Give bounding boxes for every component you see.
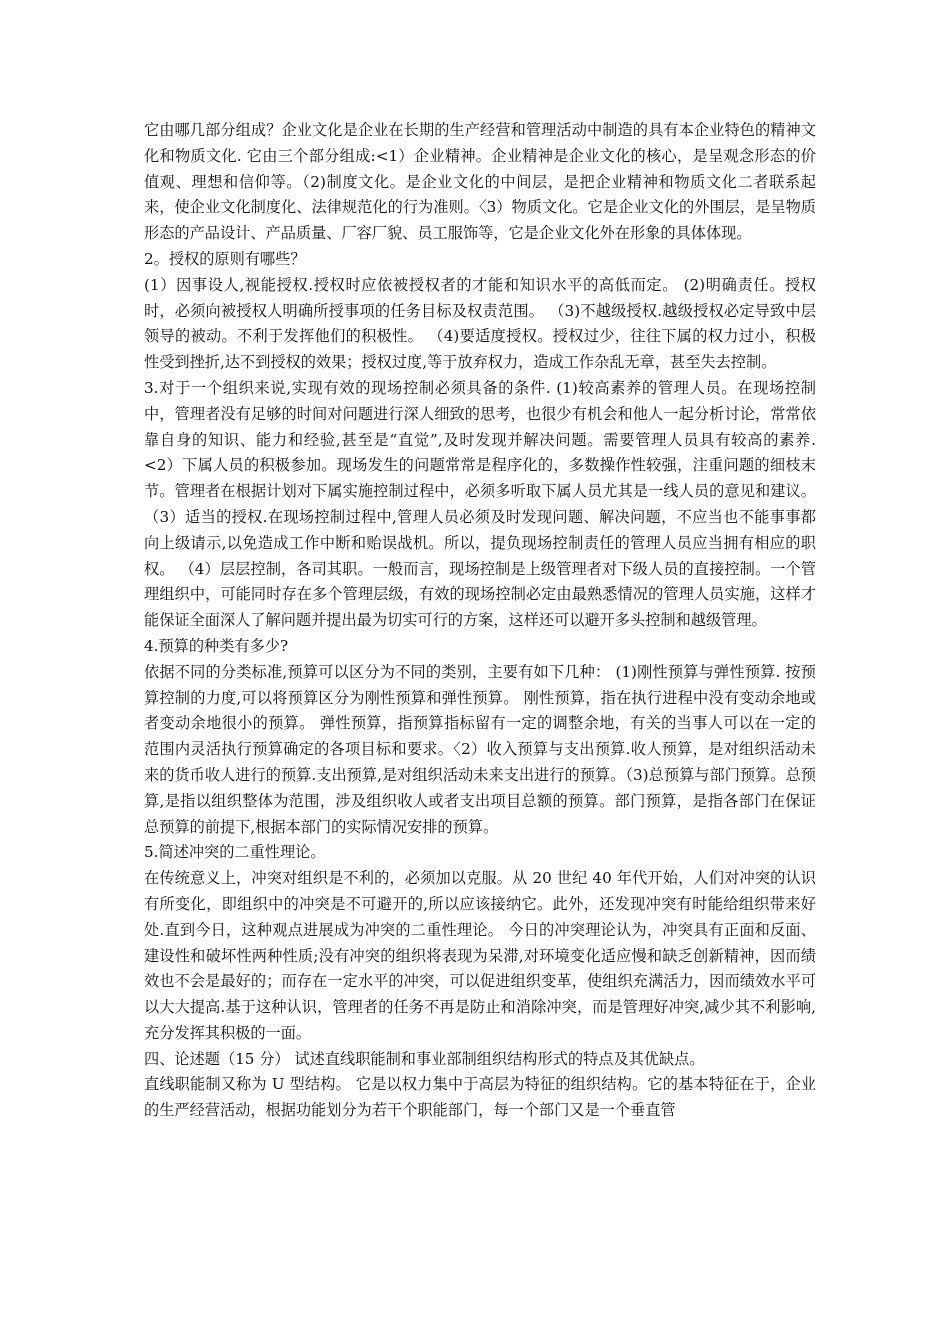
question-4-heading: 4.预算的种类有多少?: [144, 636, 289, 655]
question-2-heading: 2。授权的原则有哪些？: [144, 249, 306, 268]
paragraph-site-control-conditions: 3.对于一个组织来说,实现有效的现场控制必须具备的条件. (1)较高素养的管理人员。在现场控制中，管理者没有足够的时间对问题进行深人细致的思考，也很少有机会和他人一起分析讨论，常常依靠自身的知识、能力和经验,甚至是“直觉”,及时发现并解决问题。需要管理人员具有较高的素养. <2）下属人员的积极参加。现场发生的问题常常是程序化的，多数操作性较强，注重问题的细枝末节。管理者在根据计划对下属实施控制过程中，必须多听取下属人员尤其是一线人员的意见和建议。 （3）适当的授权.在现场控制过程中,管理人员必须及时发现问题、解决问题，不应当也不能事事都向上级请示,以免造成工作中断和贻误战机。所以，提负现场控制责任的管理人员应当拥有相应的职权。 （4）层层控制，各司其职。一般而言，现场控制是上级管理者对下级人员的直接控制。一个管理组织中，可能同时存在多个管理层级，有效的现场控制必定由最熟悉情况的管理人员实施，这样才能保证全面深人了解问题并提出最为切实可行的方案，这样还可以避开多头控制和越级管理。: [144, 378, 816, 630]
paragraph-delegation-principles: (1）因事设人,视能授权.授权时应依被授权者的才能和知识水平的高低而定。 (2)明确责任。授权时，必须向被授权人明确所授事项的任务目标及权责范围。 （3)不越级授权.越级授权必定导致中层领导的被动。不利于发挥他们的积极性。 （4)要适度授权。授权过少，往往下属的权力过小，积极性受到挫折,达不到授权的效果；授权过度,等于放弃权力，造成工作杂乱无章，甚至失去控制。: [144, 275, 816, 372]
paragraph-budget-types: 依据不同的分类标准,预算可以区分为不同的类别，主要有如下几种： (1)刚性预算与弹性预算. 按预算控制的力度,可以将预算区分为刚性预算和弹性预算。 刚性预算，指在执行进程中没有变动余地或者变动余地很小的预算。 弹性预算，指预算指标留有一定的调整余地，有关的当事人可以在一定的范围内灵活执行预算确定的各项目标和要求。〈2）收入预算与支出预算.收人预算，是对组织活动未来的货币收人进行的预算.支出预算,是对组织活动未来支出进行的预算。（3)总预算与部门预算。总预算,是指以组织整体为范围，涉及组织收人或者支出项目总额的预算。部门预算，是指各部门在保证总预算的前提下,根据本部门的实际情况安排的预算。: [144, 662, 816, 836]
paragraph-corporate-culture-answer: 它由哪几部分组成？企业文化是企业在长期的生产经营和管理活动中制造的具有本企业特色的精神文化和物质文化. 它由三个部分组成:<1）企业精神。企业精神是企业文化的核心，是呈观念形态的价值观、理想和信仰等。（2)制度文化。是企业文化的中间层，是把企业精神和物质文化二者联系起来，使企业文化制度化、法律规范化的行为准则。〈3）物质文化。它是企业文化的外围层，是呈物质形态的产品设计、产品质量、厂容厂貌、员工服饰等，它是企业文化外在形象的具体体现。: [144, 121, 816, 243]
section-4-essay-heading: 四、论述题（15 分） 试述直线职能制和事业部制组织结构形式的特点及其优缺点。: [144, 1049, 705, 1068]
paragraph-conflict-duality: 在传统意义上，冲突对组织是不利的，必须加以克服。从 20 世纪 40 年代开始，人们对冲突的认识有所变化，即组织中的冲突是不可避开的,所以应该接纳它。此外，还发现冲突有时能给组织带来好处.直到今日，这种观点进展成为冲突的二重性理论。 今日的冲突理论认为，冲突具有正面和反面、建设性和破坏性两种性质;没有冲突的组织将表现为呆滞,对环境变化适应慢和缺乏创新精神，因而绩效也不会是最好的；而存在一定水平的冲突，可以促进组织变革，使组织充满活力，因而绩效水平可以大大提高.基于这种认识，管理者的任务不再是防止和消除冲突，而是管理好冲突,减少其不利影响,充分发挥其积极的一面。: [144, 869, 816, 1042]
document-body: [144, 118, 816, 1124]
question-5-heading: 5.简述冲突的二重性理论。: [144, 843, 326, 862]
paragraph-u-structure: 直线职能制又称为 U 型结构。 它是以权力集中于高层为特征的组织结构。它的基本特征在于，企业的生严经营活动，根据功能划分为若干个职能部门，每一个部门又是一个垂直管: [144, 1075, 816, 1120]
